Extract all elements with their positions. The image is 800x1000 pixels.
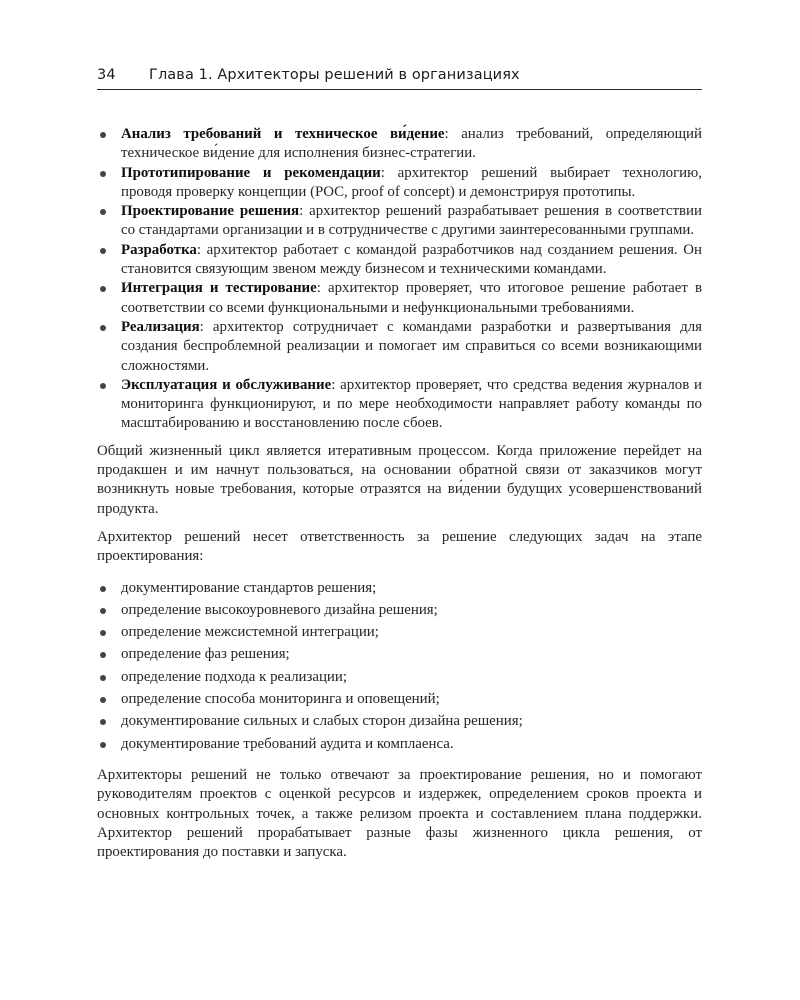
page-number: 34	[97, 67, 116, 83]
list-item: определение подхода к реализации;	[97, 668, 702, 687]
role-term: Анализ требований и техническое ви́дение	[121, 126, 445, 142]
role-description: : архитектор решений разрабатывает решения в соответствии со стандартами организации и в сотрудничестве с другими заинтересованными группами.	[121, 203, 702, 239]
role-term: Прототипирование и рекомендации	[121, 164, 381, 181]
header-rule	[97, 89, 702, 90]
role-term: Интеграция и тестирование	[121, 280, 317, 297]
role-term: Разработка	[121, 241, 197, 258]
list-item: документирование сильных и слабых сторон дизайна решения;	[97, 712, 702, 731]
list-item: определение способа мониторинга и оповещений;	[97, 690, 702, 709]
paragraph-responsibilities: Архитектор решений несет ответственность за решение следующих задач на этапе проектирования:	[97, 528, 702, 565]
role-description: : архитектор проверяет, что итоговое решение работает в соответствии со всеми функциональными и нефункциональными требованиями.	[121, 280, 702, 316]
page-body	[97, 125, 702, 862]
role-term: Реализация	[121, 318, 200, 335]
role-description: : анализ требований, определяющий техническое ви́дение для исполнения бизнес-стратегии.	[121, 126, 702, 162]
roles-list	[97, 125, 702, 434]
running-header	[97, 67, 702, 83]
role-term: Проектирование решения	[121, 203, 300, 220]
list-item: определение межсистемной интеграции;	[97, 623, 702, 642]
role-term: Эксплуатация и обслуживание	[121, 376, 332, 393]
list-item	[97, 279, 702, 318]
chapter-title: Глава 1. Архитекторы решений в организациях	[149, 67, 520, 83]
paragraph-project-support: Архитекторы решений не только отвечают за проектирование решения, но и помогают руководителям проектов с оценкой ресурсов и издержек, определением сроков проекта и основных контрольных точек, а также релизом проекта и составлением плана поддержки. Архитектор решений прорабатывает разные фазы жизненного цикла решения, от проектирования до поставки и запуска.	[97, 766, 702, 861]
list-item	[97, 164, 702, 203]
list-item: определение высокоуровневого дизайна решения;	[97, 601, 702, 620]
list-item: документирование требований аудита и комплаенса.	[97, 735, 702, 754]
role-description: : архитектор сотрудничает с командами разработки и развертывания для создания беспроблемной реализации и помогает им справиться со всеми возникающими сложностями.	[121, 318, 702, 374]
list-item: определение фаз решения;	[97, 645, 702, 664]
list-item: документирование стандартов решения;	[97, 579, 702, 598]
list-item	[97, 376, 702, 434]
role-description: : архитектор проверяет, что средства ведения журналов и мониторинга функционируют, и по мере необходимости направляет работу команды по масштабированию и восстановлению после сбоев.	[121, 376, 703, 432]
role-description: : архитектор решений выбирает технологию, проводя проверку концепции (POC, proof of concept) и демонстрируя прототипы.	[121, 164, 702, 200]
paragraph-lifecycle: Общий жизненный цикл является итеративным процессом. Когда приложение перейдет на продакшен и им начнут пользоваться, на основании обратной связи от заказчиков могут возникнуть новые требования, которые отразятся на ви́дении будущих усовершенствований продукта.	[97, 442, 702, 517]
list-item	[97, 241, 702, 280]
list-item	[97, 125, 702, 164]
list-item	[97, 202, 702, 241]
list-item	[97, 318, 702, 376]
tasks-list	[97, 579, 702, 754]
role-description: : архитектор работает с командой разработчиков над созданием решения. Он становится связующим звеном между бизнесом и техническими командами.	[121, 241, 702, 278]
